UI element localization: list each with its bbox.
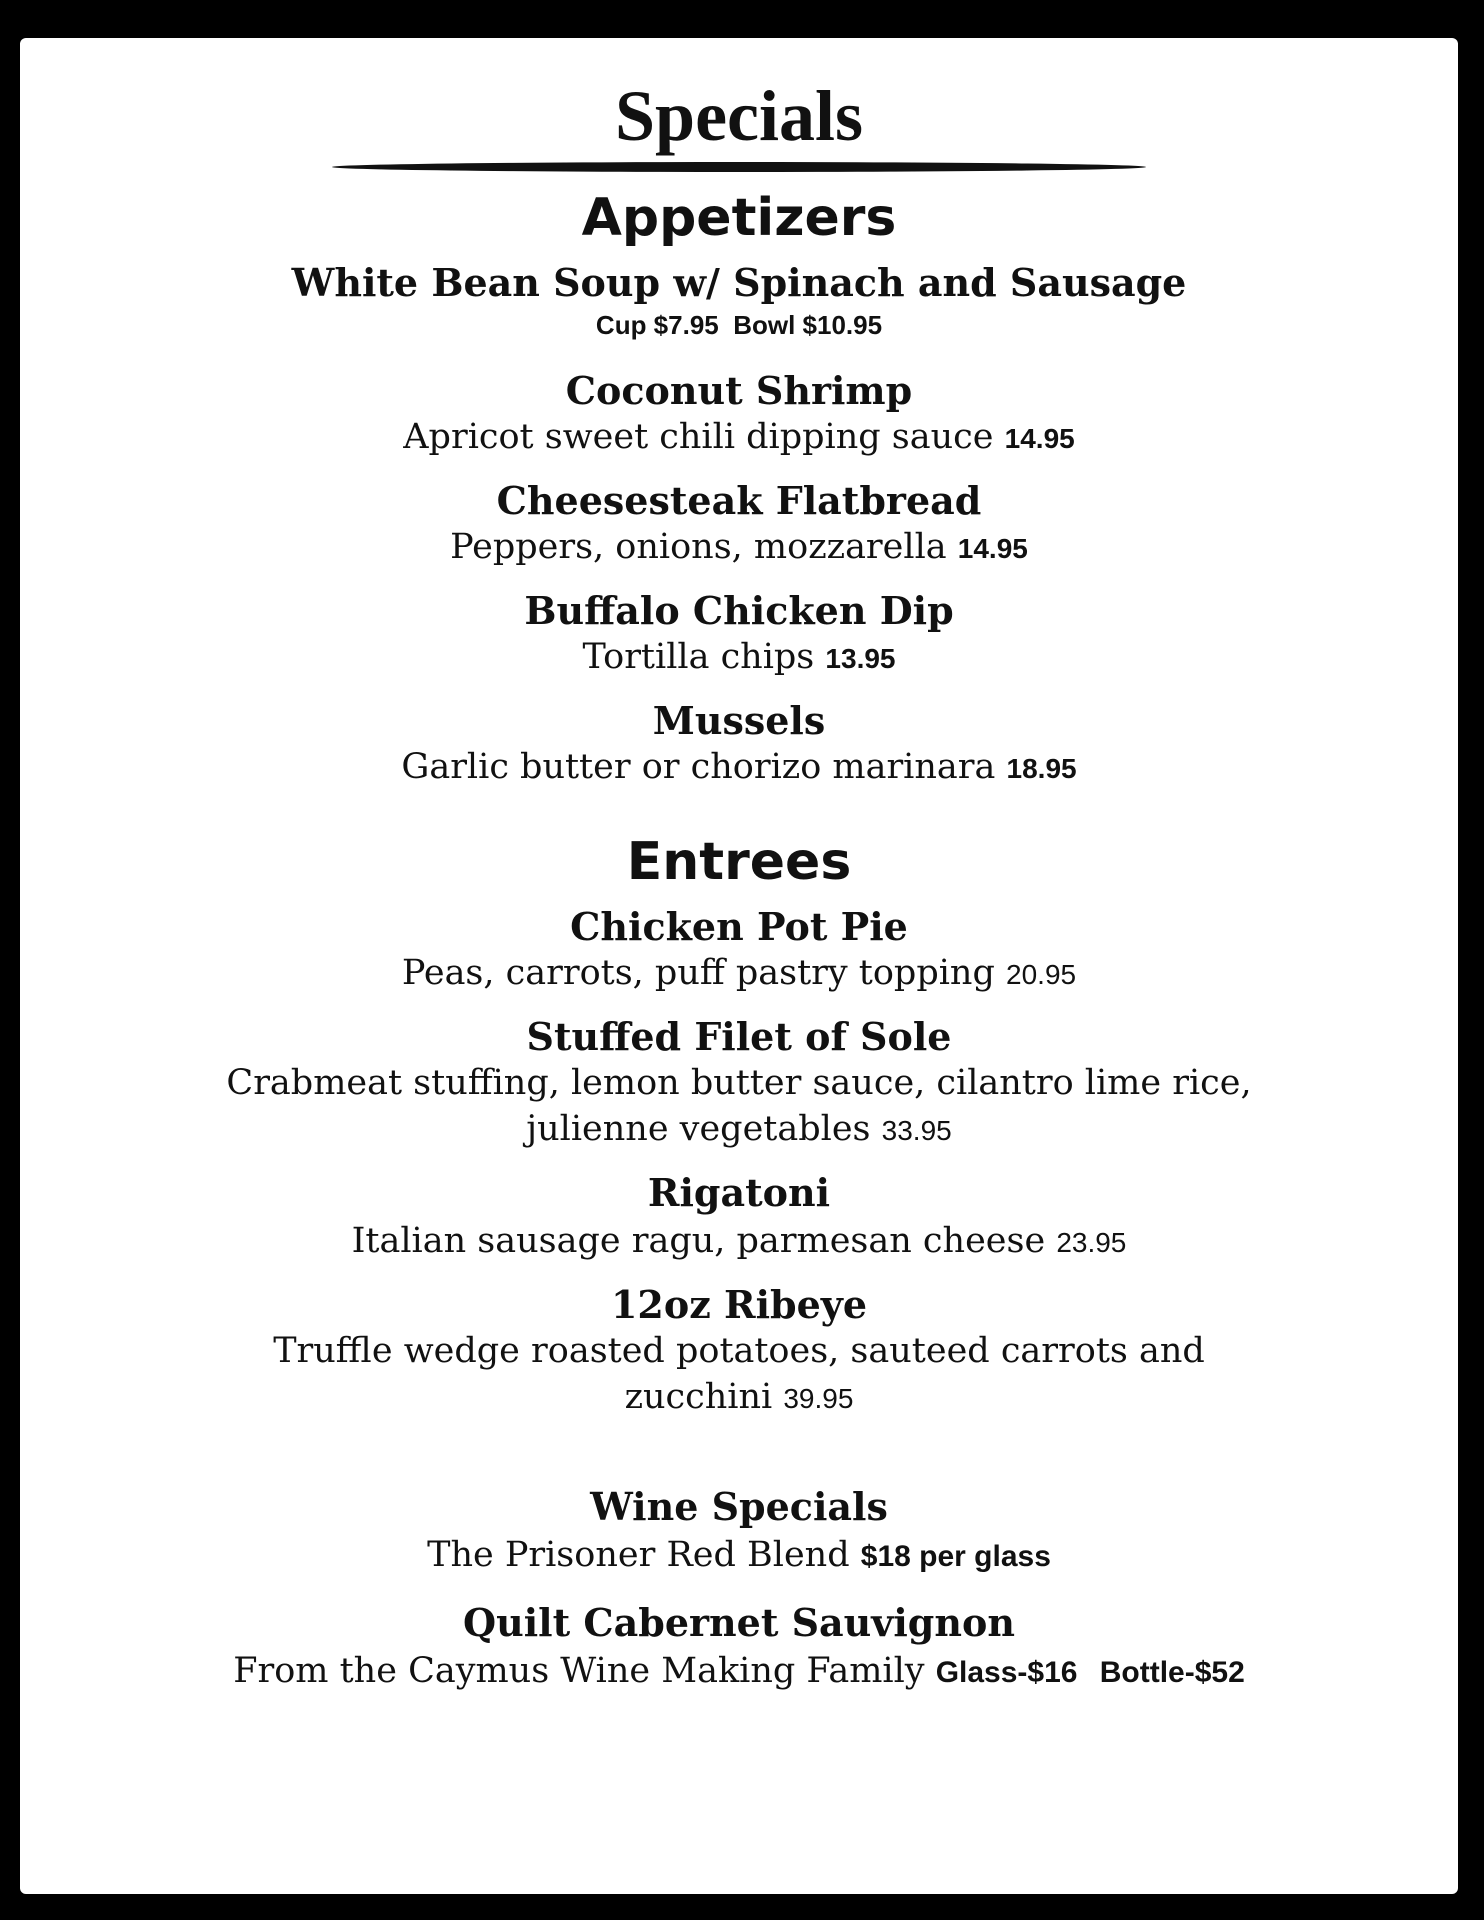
appetizer-desc-coconut-shrimp (20, 414, 1458, 462)
appetizer-desc-cheesesteak (20, 524, 1458, 572)
bottle-price: Bottle-$52 (1099, 1656, 1245, 1689)
desc-text: The Prisoner Red Blend (427, 1535, 850, 1575)
price: 14.95 (1004, 423, 1075, 454)
desc-text: Tortilla chips (582, 637, 815, 677)
desc-text: Garlic butter or chorizo marinara (401, 747, 996, 787)
entree-name-rigatoni: Rigatoni (647, 1170, 831, 1215)
price: 13.95 (825, 643, 896, 674)
price: 14.95 (957, 533, 1028, 564)
appetizers-heading: Appetizers (581, 188, 897, 248)
desc-text: Apricot sweet chili dipping sauce (403, 417, 994, 457)
price: 39.95 (783, 1383, 854, 1414)
entree-name-pot-pie: Chicken Pot Pie (570, 904, 908, 949)
page-title: Specials (614, 76, 864, 156)
menu-page (20, 38, 1458, 1894)
wine-desc-quilt (20, 1648, 1458, 1696)
title-divider (332, 162, 1146, 172)
glass-price: Glass-$16 (935, 1656, 1078, 1689)
desc-text: Italian sausage ragu, parmesan cheese (351, 1221, 1046, 1261)
price: 33.95 (881, 1115, 952, 1146)
appetizer-name-mussels: Mussels (652, 698, 826, 743)
price: $18 per glass (860, 1540, 1051, 1573)
soup-prices (20, 308, 1458, 342)
entree-desc-ribeye-line2 (20, 1374, 1458, 1422)
soup-bowl-price: Bowl $10.95 (733, 310, 883, 340)
appetizer-desc-buffalo-dip (20, 634, 1458, 682)
price: 23.95 (1056, 1227, 1127, 1258)
desc-text: julienne vegetables (526, 1109, 871, 1149)
entree-desc-pot-pie (20, 950, 1458, 998)
wine-prisoner (20, 1532, 1458, 1580)
wine-name-quilt: Quilt Cabernet Sauvignon (463, 1600, 1015, 1645)
entree-desc-sole-line2 (20, 1106, 1458, 1154)
price: 18.95 (1006, 753, 1077, 784)
entree-desc-rigatoni (20, 1218, 1458, 1266)
entree-desc-sole-line1: Crabmeat stuffing, lemon butter sauce, cilantro lime rice, (226, 1063, 1252, 1103)
desc-text: Peppers, onions, mozzarella (450, 527, 947, 567)
appetizer-name-buffalo-dip: Buffalo Chicken Dip (524, 588, 954, 633)
appetizer-desc-mussels (20, 744, 1458, 792)
price: 20.95 (1006, 959, 1077, 990)
appetizer-name-cheesesteak: Cheesesteak Flatbread (496, 478, 982, 523)
appetizer-name-coconut-shrimp: Coconut Shrimp (565, 368, 913, 413)
entree-desc-ribeye-line1: Truffle wedge roasted potatoes, sauteed carrots and (273, 1331, 1205, 1371)
soup-name: White Bean Soup w/ Spinach and Sausage (291, 260, 1187, 305)
soup-cup-price: Cup $7.95 (595, 310, 719, 340)
desc-text: zucchini (624, 1377, 773, 1417)
wine-heading: Wine Specials (590, 1484, 888, 1529)
desc-text: From the Caymus Wine Making Family (233, 1651, 925, 1691)
entrees-heading: Entrees (626, 832, 852, 892)
entree-name-ribeye: 12oz Ribeye (610, 1282, 868, 1327)
entree-name-sole: Stuffed Filet of Sole (526, 1014, 952, 1059)
desc-text: Peas, carrots, puff pastry topping (401, 953, 995, 993)
